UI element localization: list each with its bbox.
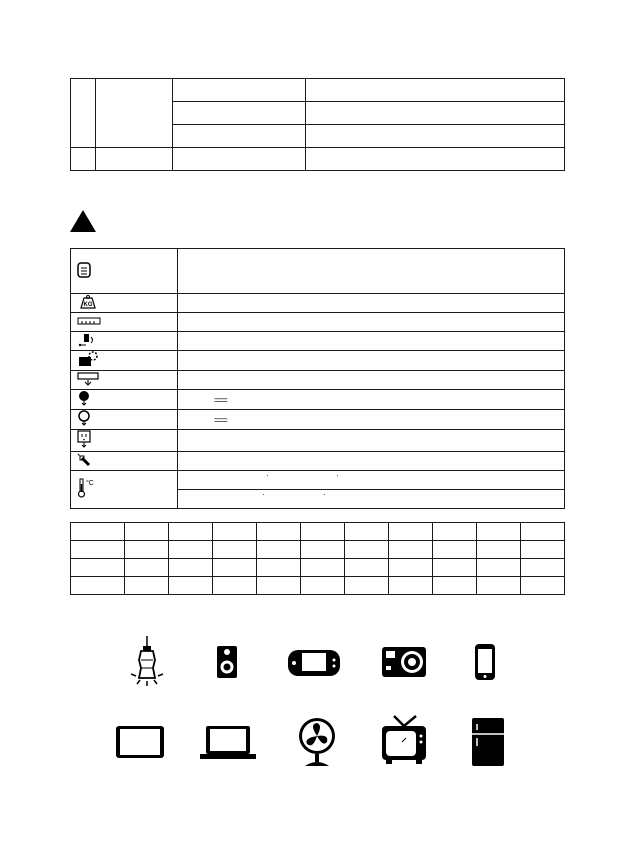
battery-pack-icon (71, 249, 178, 294)
cell (96, 79, 173, 148)
warning-triangle-icon (70, 210, 96, 232)
cell (125, 541, 169, 559)
refrigerator-icon (458, 712, 518, 772)
cell (178, 471, 565, 490)
cell (71, 523, 125, 541)
cell (213, 541, 257, 559)
cell (173, 148, 306, 171)
cell (521, 541, 565, 559)
cell (521, 559, 565, 577)
cell (178, 294, 565, 313)
dc-symbol: === (214, 414, 227, 425)
dot: · (262, 490, 265, 499)
cell (178, 351, 565, 371)
cell (301, 577, 345, 595)
tablet-icon (110, 712, 170, 772)
cell (169, 577, 213, 595)
cell (306, 125, 565, 148)
cell (521, 523, 565, 541)
cell (178, 313, 565, 332)
cell (178, 371, 565, 390)
cell (306, 79, 565, 102)
cell (178, 452, 565, 471)
cell (71, 559, 125, 577)
cell (433, 559, 477, 577)
cell (169, 541, 213, 559)
cell (213, 577, 257, 595)
cell (173, 125, 306, 148)
dc-output-2-icon (71, 410, 178, 430)
cell (389, 523, 433, 541)
cell (178, 430, 565, 452)
spec-table (70, 248, 565, 509)
cell (345, 577, 389, 595)
dot: · (336, 471, 339, 480)
cell (477, 541, 521, 559)
dimension-ruler-icon (71, 313, 178, 332)
dc-output-1-icon (71, 390, 178, 410)
temperature-unit: °C (86, 480, 94, 487)
cell (257, 559, 301, 577)
top-table (70, 78, 565, 171)
cell (257, 523, 301, 541)
dot: · (266, 471, 269, 480)
cell (178, 490, 565, 509)
cell (306, 102, 565, 125)
cell (173, 102, 306, 125)
laptop-icon (198, 712, 258, 772)
charging-icon (71, 351, 178, 371)
lamp-icon (117, 632, 177, 692)
cell (173, 79, 306, 102)
cell (389, 559, 433, 577)
cell (71, 577, 125, 595)
cell (96, 148, 173, 171)
cell (213, 523, 257, 541)
cell (257, 541, 301, 559)
cell (389, 541, 433, 559)
cell (433, 523, 477, 541)
game-console-icon (284, 632, 344, 692)
cell (213, 559, 257, 577)
cell (169, 559, 213, 577)
cell (178, 249, 565, 294)
flashlight-icon (71, 452, 178, 471)
cell (125, 523, 169, 541)
cell (125, 559, 169, 577)
weight-kg-icon (71, 294, 178, 313)
cell (433, 541, 477, 559)
speaker-icon (197, 632, 257, 692)
cell (71, 541, 125, 559)
cell (178, 390, 565, 410)
cell (125, 577, 169, 595)
temperature-icon (71, 471, 178, 509)
cell (178, 410, 565, 430)
fan-icon (287, 712, 347, 772)
usb-cable-icon (71, 332, 178, 351)
dot: · (323, 490, 326, 499)
cell (477, 559, 521, 577)
input-port-icon (71, 371, 178, 390)
ac-outlet-icon (71, 430, 178, 452)
cell (301, 541, 345, 559)
cell (521, 577, 565, 595)
cell (345, 559, 389, 577)
grid-table (70, 522, 565, 595)
cell (71, 148, 96, 171)
dc-symbol: === (214, 394, 227, 405)
cell (477, 523, 521, 541)
tv-icon (374, 712, 434, 772)
camera-icon (374, 632, 434, 692)
cell (345, 523, 389, 541)
cell (301, 559, 345, 577)
cell (433, 577, 477, 595)
cell (257, 577, 301, 595)
smartphone-icon (455, 632, 515, 692)
cell (306, 148, 565, 171)
cell (477, 577, 521, 595)
svg-text:KG: KG (83, 301, 93, 308)
cell (301, 523, 345, 541)
cell (389, 577, 433, 595)
cell (169, 523, 213, 541)
cell (71, 79, 96, 148)
cell (178, 332, 565, 351)
cell (345, 541, 389, 559)
